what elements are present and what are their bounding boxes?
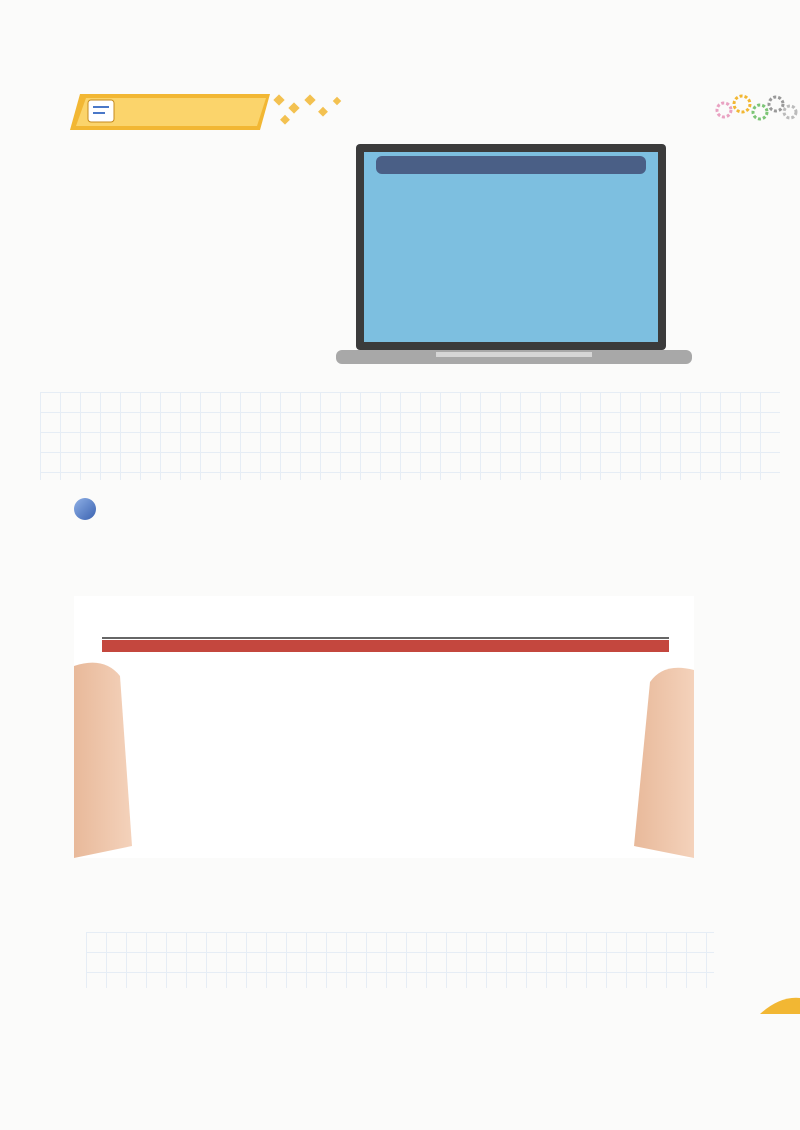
gazette-paper <box>74 596 694 858</box>
document-icon <box>88 100 114 122</box>
activity-banner <box>70 90 350 134</box>
answer-a-lines <box>86 932 714 988</box>
tv-pie-chart <box>336 142 692 368</box>
page-corner-decoration <box>760 996 800 1014</box>
example-icon <box>74 498 96 520</box>
gears-icon <box>712 92 798 126</box>
answer-lines <box>40 392 780 480</box>
gazette-bar-chart <box>74 596 694 866</box>
tv-screen <box>364 152 658 342</box>
